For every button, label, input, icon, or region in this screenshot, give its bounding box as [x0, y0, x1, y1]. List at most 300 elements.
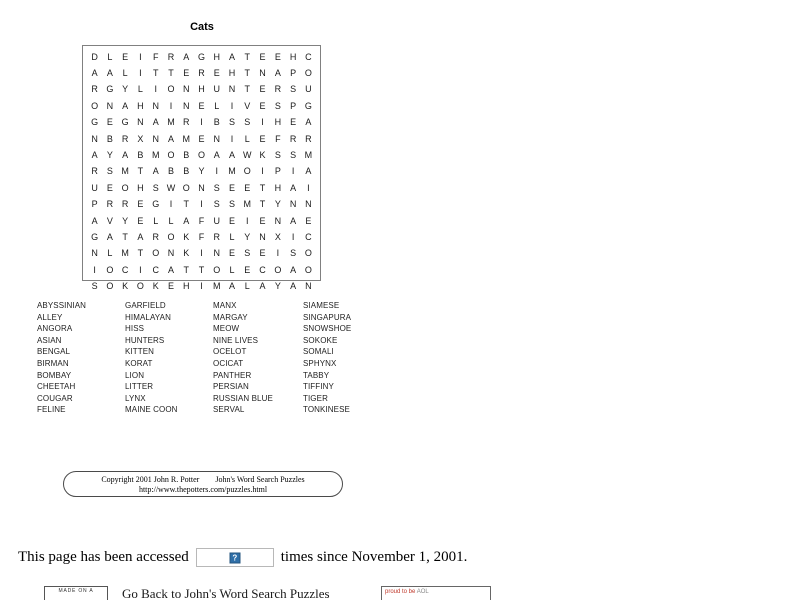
- grid-cell: A: [290, 264, 297, 275]
- grid-cell: T: [244, 68, 251, 79]
- word-list-item: RUSSIAN BLUE: [213, 393, 273, 403]
- grid-cell: A: [229, 51, 236, 62]
- grid-cell: B: [183, 166, 190, 177]
- grid-cell: T: [244, 84, 251, 95]
- grid-cell: S: [152, 182, 159, 193]
- copyright-line-primary: [64, 475, 342, 485]
- grid-cell: P: [290, 100, 297, 111]
- grid-cell: O: [152, 248, 160, 259]
- grid-cell: C: [259, 264, 266, 275]
- grid-cell: G: [152, 199, 160, 210]
- word-list-item: COUGAR: [37, 393, 73, 403]
- word-list-item: TONKINESE: [303, 405, 350, 415]
- grid-cell: A: [229, 150, 236, 161]
- grid-cell: E: [229, 182, 236, 193]
- grid-cell: L: [244, 133, 250, 144]
- grid-cell: I: [291, 166, 295, 177]
- grid-cell: Y: [122, 84, 129, 95]
- grid-cell: I: [139, 51, 142, 62]
- footer-strip: [0, 586, 800, 600]
- grid-cell: G: [304, 100, 312, 111]
- grid-cell: G: [197, 51, 205, 62]
- grid-cell: E: [229, 248, 236, 259]
- word-list-item: NINE LIVES: [213, 335, 259, 345]
- grid-cell: E: [229, 215, 236, 226]
- grid-cell: E: [290, 117, 297, 128]
- word-list-column: [213, 300, 303, 416]
- grid-cell: E: [305, 215, 312, 226]
- word-list-item: SINGAPURA: [303, 312, 352, 322]
- grid-cell: A: [152, 166, 159, 177]
- grid-cell: U: [213, 215, 220, 226]
- word-list-item: HIMALAYAN: [125, 312, 171, 322]
- word-list-item: ANGORA: [37, 324, 73, 334]
- grid-cell: S: [290, 150, 297, 161]
- grid-cell: N: [167, 248, 175, 259]
- grid-cell: R: [198, 68, 205, 79]
- grid-cell: N: [198, 182, 205, 193]
- copyright-url: http://www.thepotters.com/puzzles.html: [138, 485, 268, 494]
- grid-cell: L: [107, 51, 113, 62]
- grid-cell: A: [91, 68, 98, 79]
- grid-cell: I: [200, 248, 203, 259]
- broken-image-icon: ?: [229, 552, 240, 563]
- grid-cell: M: [167, 117, 175, 128]
- word-list-item: KORAT: [125, 358, 153, 368]
- grid-cell: R: [182, 117, 190, 128]
- proud-badge-label: proud to be: [385, 589, 416, 595]
- grid-cell: O: [304, 68, 312, 79]
- grid-cell: G: [121, 117, 129, 128]
- grid-cell: L: [153, 215, 159, 226]
- grid-cell: B: [106, 133, 113, 144]
- page-title: Cats: [190, 21, 214, 33]
- word-list-item: ASIAN: [37, 335, 62, 345]
- word-list-item: SERVAL: [213, 405, 245, 415]
- grid-cell: F: [275, 133, 281, 144]
- word-list-item: SIAMESE: [303, 301, 340, 310]
- grid-cell: N: [106, 100, 114, 111]
- grid-cell: H: [274, 182, 282, 193]
- grid-cell: A: [122, 150, 129, 161]
- grid-cell: R: [274, 84, 282, 95]
- grid-cell: S: [244, 117, 251, 128]
- word-list-item: MARGAY: [213, 312, 248, 322]
- grid-cell: A: [122, 100, 129, 111]
- word-list-item: MANX: [213, 301, 237, 310]
- grid-cell: T: [183, 264, 189, 275]
- grid-cell: R: [121, 199, 129, 210]
- word-list-item: TIFFINY: [303, 382, 334, 392]
- grid-cell: Y: [122, 215, 129, 226]
- grid-cell: Y: [274, 199, 281, 210]
- grid-cell: N: [182, 100, 190, 111]
- grid-cell: D: [91, 51, 98, 62]
- grid-cell: V: [244, 100, 251, 111]
- grid-cell: S: [213, 199, 220, 210]
- grid-cell: S: [290, 84, 297, 95]
- grid-body: [87, 49, 316, 295]
- grid-cell: H: [182, 281, 190, 292]
- grid-cell: N: [137, 117, 144, 128]
- grid-cell: T: [152, 68, 159, 79]
- word-list-item: SOKOKE: [303, 335, 338, 345]
- grid-cell: U: [213, 84, 220, 95]
- grid-cell: L: [107, 248, 113, 259]
- word-list-item: LION: [125, 370, 145, 380]
- word-list-item: SNOWSHOE: [303, 324, 352, 334]
- grid-cell: N: [91, 133, 98, 144]
- word-list-item: CHEETAH: [37, 382, 76, 392]
- grid-cell: E: [183, 68, 190, 79]
- grid-cell: O: [136, 281, 144, 292]
- word-list-item: SOMALI: [303, 347, 334, 357]
- grid-cell: Y: [198, 166, 205, 177]
- grid-cell: E: [167, 281, 174, 292]
- grid-cell: N: [305, 199, 312, 210]
- grid-row: [87, 98, 316, 114]
- grid-cell: A: [137, 231, 144, 242]
- grid-cell: N: [274, 215, 282, 226]
- grid-cell: N: [91, 248, 98, 259]
- grid-cell: W: [166, 182, 176, 193]
- grid-cell: E: [106, 182, 113, 193]
- grid-cell: S: [244, 248, 251, 259]
- grid-cell: T: [168, 68, 174, 79]
- word-list-item: TIGER: [303, 393, 328, 403]
- word-list-item: MEOW: [213, 324, 240, 334]
- grid-cell: L: [244, 281, 250, 292]
- grid-cell: A: [91, 215, 98, 226]
- word-list-column: [37, 300, 125, 416]
- grid-row: [87, 115, 316, 131]
- grid-cell: I: [230, 133, 234, 144]
- grid-cell: R: [106, 199, 114, 210]
- grid-cell: O: [106, 281, 114, 292]
- word-list-item: MAINE COON: [125, 405, 178, 415]
- grid-row: [87, 180, 316, 196]
- grid-cell: M: [121, 166, 129, 177]
- grid-cell: O: [243, 166, 251, 177]
- grid-cell: E: [259, 133, 266, 144]
- grid-cell: I: [139, 264, 142, 275]
- grid-cell: O: [304, 248, 312, 259]
- grid-cell: O: [182, 182, 190, 193]
- grid-cell: P: [274, 166, 281, 177]
- word-list-column: [303, 300, 393, 416]
- grid-cell: I: [154, 84, 157, 95]
- grid-cell: S: [274, 100, 281, 111]
- grid-cell: M: [228, 166, 236, 177]
- word-list-item: HISS: [125, 324, 145, 334]
- grid-cell: C: [305, 231, 312, 242]
- word-list: [37, 300, 457, 416]
- hit-counter-line: [18, 548, 467, 567]
- grid-cell: F: [198, 215, 205, 226]
- grid-cell: O: [91, 100, 99, 111]
- grid-cell: F: [198, 231, 205, 242]
- grid-cell: K: [183, 231, 190, 242]
- grid-cell: N: [213, 248, 220, 259]
- grid-row: [87, 65, 316, 81]
- grid-cell: B: [183, 150, 190, 161]
- grid-cell: S: [274, 150, 281, 161]
- grid-cell: A: [106, 68, 113, 79]
- grid-cell: I: [139, 68, 142, 79]
- word-list-item: PERSIAN: [213, 382, 249, 392]
- grid-cell: K: [259, 150, 266, 161]
- word-list-item: LITTER: [125, 382, 154, 392]
- grid-cell: L: [229, 264, 235, 275]
- word-list-column: [125, 300, 213, 416]
- grid-cell: I: [246, 215, 249, 226]
- grid-cell: L: [137, 84, 143, 95]
- counter-suffix-text: times since November 1, 2001.: [280, 549, 468, 565]
- grid-cell: I: [261, 117, 264, 128]
- copyright-notice: Copyright 2001 John R. Potter: [101, 475, 200, 484]
- grid-cell: B: [167, 166, 174, 177]
- grid-cell: C: [305, 51, 312, 62]
- grid-cell: T: [183, 199, 189, 210]
- grid-cell: E: [259, 100, 266, 111]
- grid-cell: Y: [244, 231, 251, 242]
- proud-to-be-badge[interactable]: [381, 586, 491, 600]
- word-list-item: HUNTERS: [125, 335, 165, 345]
- grid-cell: E: [244, 182, 251, 193]
- grid-cell: O: [213, 264, 221, 275]
- grid-cell: I: [307, 182, 310, 193]
- grid-row: [87, 164, 316, 180]
- grid-cell: N: [213, 133, 220, 144]
- grid-cell: K: [122, 281, 129, 292]
- grid-cell: I: [261, 166, 264, 177]
- back-to-puzzles-link[interactable]: Go Back to John's Word Search Puzzles: [122, 586, 330, 600]
- grid-cell: P: [290, 68, 297, 79]
- grid-cell: S: [229, 199, 236, 210]
- grid-cell: E: [274, 51, 281, 62]
- grid-cell: R: [121, 133, 129, 144]
- grid-row: [87, 147, 316, 163]
- grid-cell: E: [259, 84, 266, 95]
- grid-cell: L: [168, 215, 174, 226]
- word-list-item: LYNX: [125, 393, 146, 403]
- grid-cell: H: [137, 182, 144, 193]
- grid-cell: E: [106, 117, 113, 128]
- grid-row: [87, 229, 316, 245]
- grid-cell: X: [137, 133, 144, 144]
- grid-cell: R: [167, 51, 175, 62]
- grid-cell: A: [290, 215, 297, 226]
- grid-cell: O: [197, 150, 205, 161]
- word-list-item: SPHYNX: [303, 358, 337, 368]
- grid-row: [87, 197, 316, 213]
- grid-cell: G: [106, 84, 114, 95]
- grid-cell: R: [213, 231, 220, 242]
- grid-cell: E: [259, 51, 266, 62]
- grid-cell: E: [198, 133, 205, 144]
- grid-cell: E: [213, 68, 220, 79]
- grid-cell: N: [228, 84, 236, 95]
- word-list-item: ALLEY: [37, 312, 63, 322]
- grid-cell: O: [167, 150, 175, 161]
- grid-cell: E: [259, 215, 266, 226]
- grid-cell: N: [259, 231, 266, 242]
- grid-cell: I: [93, 264, 96, 275]
- grid-cell: I: [215, 166, 219, 177]
- grid-cell: H: [137, 100, 144, 111]
- grid-cell: L: [229, 231, 235, 242]
- grid-cell: C: [121, 264, 129, 275]
- grid-cell: O: [167, 84, 175, 95]
- grid-cell: E: [244, 264, 251, 275]
- grid-cell: N: [259, 68, 266, 79]
- grid-cell: H: [228, 68, 236, 79]
- grid-cell: A: [213, 150, 220, 161]
- grid-cell: V: [106, 215, 113, 226]
- grid-cell: O: [106, 264, 114, 275]
- grid-cell: S: [106, 166, 113, 177]
- grid-cell: U: [91, 182, 98, 193]
- grid-row: [87, 49, 316, 65]
- grid-cell: I: [169, 199, 173, 210]
- counter-prefix-text: This page has been accessed: [18, 549, 189, 565]
- grid-row: [87, 213, 316, 229]
- grid-cell: T: [259, 182, 266, 193]
- grid-cell: A: [183, 215, 190, 226]
- grid-cell: S: [91, 281, 98, 292]
- grid-cell: R: [152, 231, 159, 242]
- grid-cell: M: [151, 150, 160, 161]
- grid-cell: T: [244, 51, 251, 62]
- grid-cell: O: [167, 231, 175, 242]
- grid-cell: I: [200, 281, 203, 292]
- grid-row: [87, 131, 316, 147]
- grid-table: [87, 49, 316, 295]
- grid-cell: M: [182, 133, 190, 144]
- grid-row: [87, 262, 316, 278]
- grid-cell: A: [167, 133, 174, 144]
- grid-cell: N: [305, 281, 312, 292]
- grid-cell: E: [259, 248, 266, 259]
- grid-cell: S: [229, 117, 236, 128]
- grid-cell: K: [183, 248, 190, 259]
- word-list-item: FELINE: [37, 405, 66, 415]
- grid-cell: E: [198, 100, 205, 111]
- grid-cell: I: [230, 100, 234, 111]
- grid-cell: H: [289, 51, 297, 62]
- grid-cell: T: [122, 231, 128, 242]
- grid-cell: A: [274, 68, 281, 79]
- grid-cell: A: [167, 264, 174, 275]
- grid-cell: R: [289, 133, 297, 144]
- word-list-item: BOMBAY: [37, 370, 72, 380]
- grid-cell: A: [91, 150, 98, 161]
- grid-cell: N: [152, 133, 159, 144]
- grid-cell: I: [200, 117, 203, 128]
- grid-cell: R: [91, 166, 98, 177]
- grid-cell: B: [213, 117, 220, 128]
- grid-cell: E: [137, 199, 144, 210]
- grid-cell: B: [137, 150, 144, 161]
- word-list-item: BIRMAN: [37, 358, 69, 368]
- grid-cell: S: [213, 182, 220, 193]
- grid-cell: Y: [106, 150, 113, 161]
- grid-cell: G: [91, 231, 99, 242]
- grid-cell: S: [290, 248, 297, 259]
- grid-cell: K: [152, 281, 159, 292]
- grid-cell: M: [213, 281, 221, 292]
- grid-cell: N: [289, 199, 297, 210]
- grid-cell: M: [121, 248, 129, 259]
- grid-cell: R: [305, 133, 312, 144]
- grid-cell: T: [137, 166, 144, 177]
- grid-cell: I: [200, 199, 203, 210]
- grid-cell: H: [198, 84, 205, 95]
- grid-cell: L: [122, 68, 128, 79]
- made-on-badge: MADE ON A: [44, 586, 108, 600]
- grid-row: [87, 82, 316, 98]
- grid-cell: A: [305, 166, 312, 177]
- grid-cell: T: [137, 248, 144, 259]
- grid-cell: A: [152, 117, 159, 128]
- grid-cell: A: [259, 281, 266, 292]
- hit-counter-image: [196, 548, 274, 567]
- grid-cell: M: [304, 150, 313, 161]
- word-list-item: PANTHER: [213, 370, 252, 380]
- grid-cell: O: [304, 264, 312, 275]
- grid-cell: F: [152, 51, 159, 62]
- word-list-item: ABYSSINIAN: [37, 301, 87, 310]
- grid-cell: N: [182, 84, 190, 95]
- word-search-grid: [82, 45, 321, 292]
- grid-cell: E: [137, 215, 144, 226]
- grid-cell: G: [91, 117, 99, 128]
- grid-cell: A: [290, 281, 297, 292]
- grid-cell: Y: [274, 281, 281, 292]
- copyright-box: [63, 471, 343, 497]
- site-name: John's Word Search Puzzles: [215, 475, 305, 484]
- grid-cell: T: [198, 264, 205, 275]
- grid-cell: O: [274, 264, 282, 275]
- grid-cell: H: [213, 51, 220, 62]
- grid-cell: E: [122, 51, 129, 62]
- word-list-item: KITTEN: [125, 347, 155, 357]
- grid-cell: X: [274, 231, 281, 242]
- grid-cell: T: [259, 199, 266, 210]
- grid-cell: L: [214, 100, 220, 111]
- word-list-item: GARFIELD: [125, 301, 166, 310]
- grid-cell: M: [243, 199, 252, 210]
- grid-cell: A: [106, 231, 113, 242]
- grid-cell: I: [276, 248, 280, 259]
- grid-cell: A: [229, 281, 236, 292]
- grid-cell: H: [274, 117, 282, 128]
- grid-row: [87, 278, 316, 294]
- word-list-item: BENGAL: [37, 347, 71, 357]
- grid-cell: O: [121, 182, 129, 193]
- grid-cell: N: [152, 100, 159, 111]
- grid-cell: A: [183, 51, 190, 62]
- grid-cell: U: [305, 84, 312, 95]
- grid-cell: P: [91, 199, 98, 210]
- word-list-item: TABBY: [303, 370, 330, 380]
- grid-cell: I: [291, 231, 295, 242]
- grid-row: [87, 246, 316, 262]
- word-list-item: OCELOT: [213, 347, 247, 357]
- grid-cell: R: [91, 84, 98, 95]
- grid-cell: A: [290, 182, 297, 193]
- proud-badge-suffix: AOL: [416, 589, 429, 595]
